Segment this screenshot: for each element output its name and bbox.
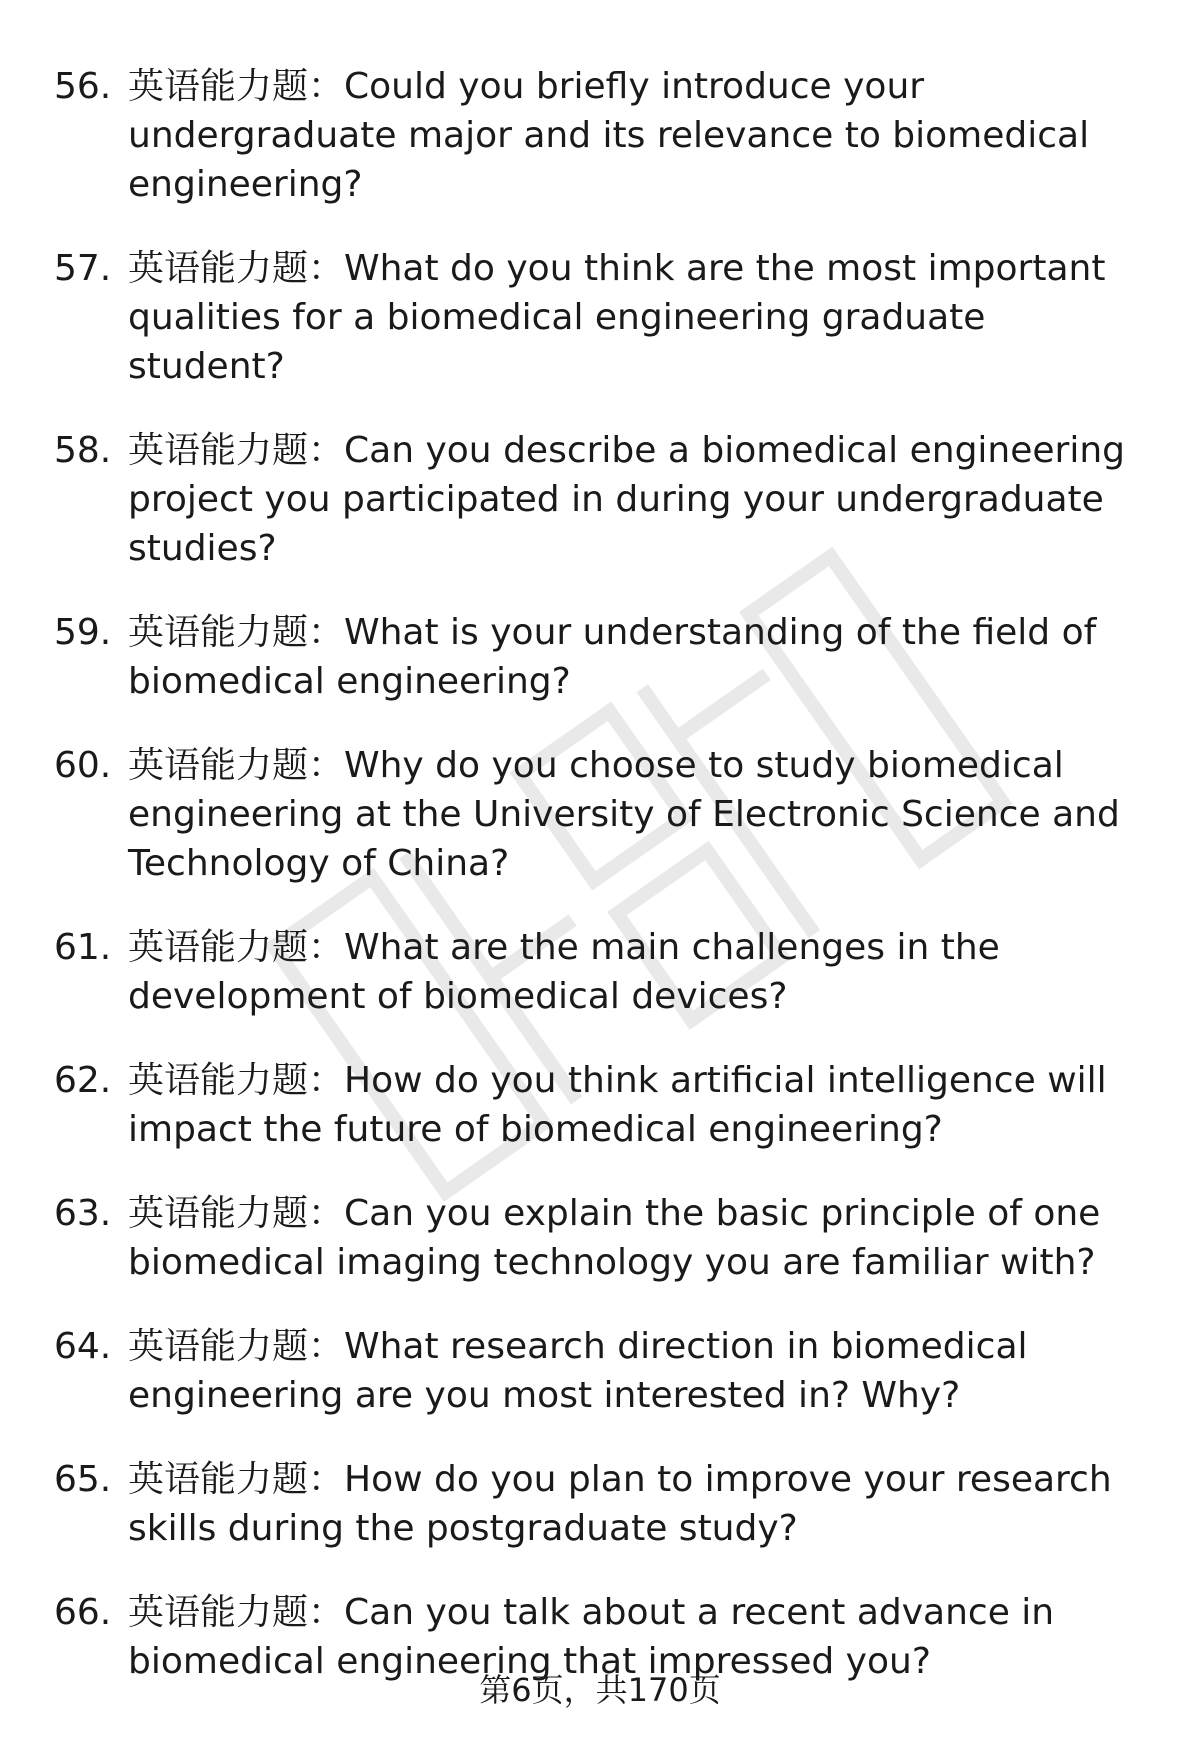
question-number: 64. [54, 1326, 112, 1367]
question-number: 58. [54, 430, 112, 471]
question-number: 62. [54, 1060, 112, 1101]
question-text: Can you talk about a recent advance in biomedical engineering that impressed you? [128, 1592, 1055, 1682]
question-text: What do you think are the most important qualities for a biomedical engineering graduate student? [128, 248, 1106, 387]
question-text: Why do you choose to study biomedical engineering at the University of Electronic Science and Technology of China? [128, 745, 1120, 884]
question-category: 英语能力题： [128, 1193, 345, 1234]
question-text: What is your understanding of the field of biomedical engineering? [128, 612, 1097, 702]
question-text: How do you plan to improve your research skills during the postgraduate study? [128, 1459, 1112, 1549]
question-list [54, 62, 1154, 1721]
question-text: What are the main challenges in the development of biomedical devices? [128, 927, 1000, 1017]
question-body [128, 1455, 1148, 1553]
question-item [54, 426, 1154, 573]
question-category: 英语能力题： [128, 927, 345, 968]
question-item [54, 1189, 1154, 1287]
question-body [128, 1322, 1148, 1420]
question-item [54, 923, 1154, 1021]
question-body [128, 741, 1148, 888]
question-category: 英语能力题： [128, 1060, 345, 1101]
question-body [128, 62, 1148, 209]
question-number: 63. [54, 1193, 112, 1234]
question-category: 英语能力题： [128, 1459, 345, 1500]
question-number: 59. [54, 612, 112, 653]
question-category: 英语能力题： [128, 1326, 345, 1367]
question-number: 66. [54, 1592, 112, 1633]
question-body [128, 244, 1148, 391]
question-category: 英语能力题： [128, 745, 345, 786]
question-body [128, 923, 1148, 1021]
question-number: 65. [54, 1459, 112, 1500]
question-category: 英语能力题： [128, 612, 345, 653]
question-item [54, 62, 1154, 209]
question-text: Could you briefly introduce your undergraduate major and its relevance to biomedical engineering? [128, 66, 1090, 205]
question-category: 英语能力题： [128, 66, 345, 107]
question-item [54, 741, 1154, 888]
question-item [54, 1056, 1154, 1154]
question-item [54, 1322, 1154, 1420]
question-number: 57. [54, 248, 112, 289]
question-text: How do you think artificial intelligence will impact the future of biomedical engineering? [128, 1060, 1107, 1150]
question-text: Can you explain the basic principle of one biomedical imaging technology you are familiar with? [128, 1193, 1101, 1283]
question-body [128, 1189, 1148, 1287]
question-number: 60. [54, 745, 112, 786]
question-body [128, 1056, 1148, 1154]
question-number: 56. [54, 66, 112, 107]
question-text: What research direction in biomedical engineering are you most interested in? Why? [128, 1326, 1028, 1416]
question-item [54, 1455, 1154, 1553]
page-footer: 第6页，共170页 [479, 1671, 721, 1709]
question-category: 英语能力题： [128, 248, 345, 289]
question-category: 英语能力题： [128, 1592, 345, 1633]
question-number: 61. [54, 927, 112, 968]
question-text: Can you describe a biomedical engineering project you participated in during your undergraduate studies? [128, 430, 1126, 569]
question-item [54, 608, 1154, 706]
question-body [128, 426, 1148, 573]
question-item [54, 244, 1154, 391]
question-category: 英语能力题： [128, 430, 345, 471]
question-body [128, 608, 1148, 706]
